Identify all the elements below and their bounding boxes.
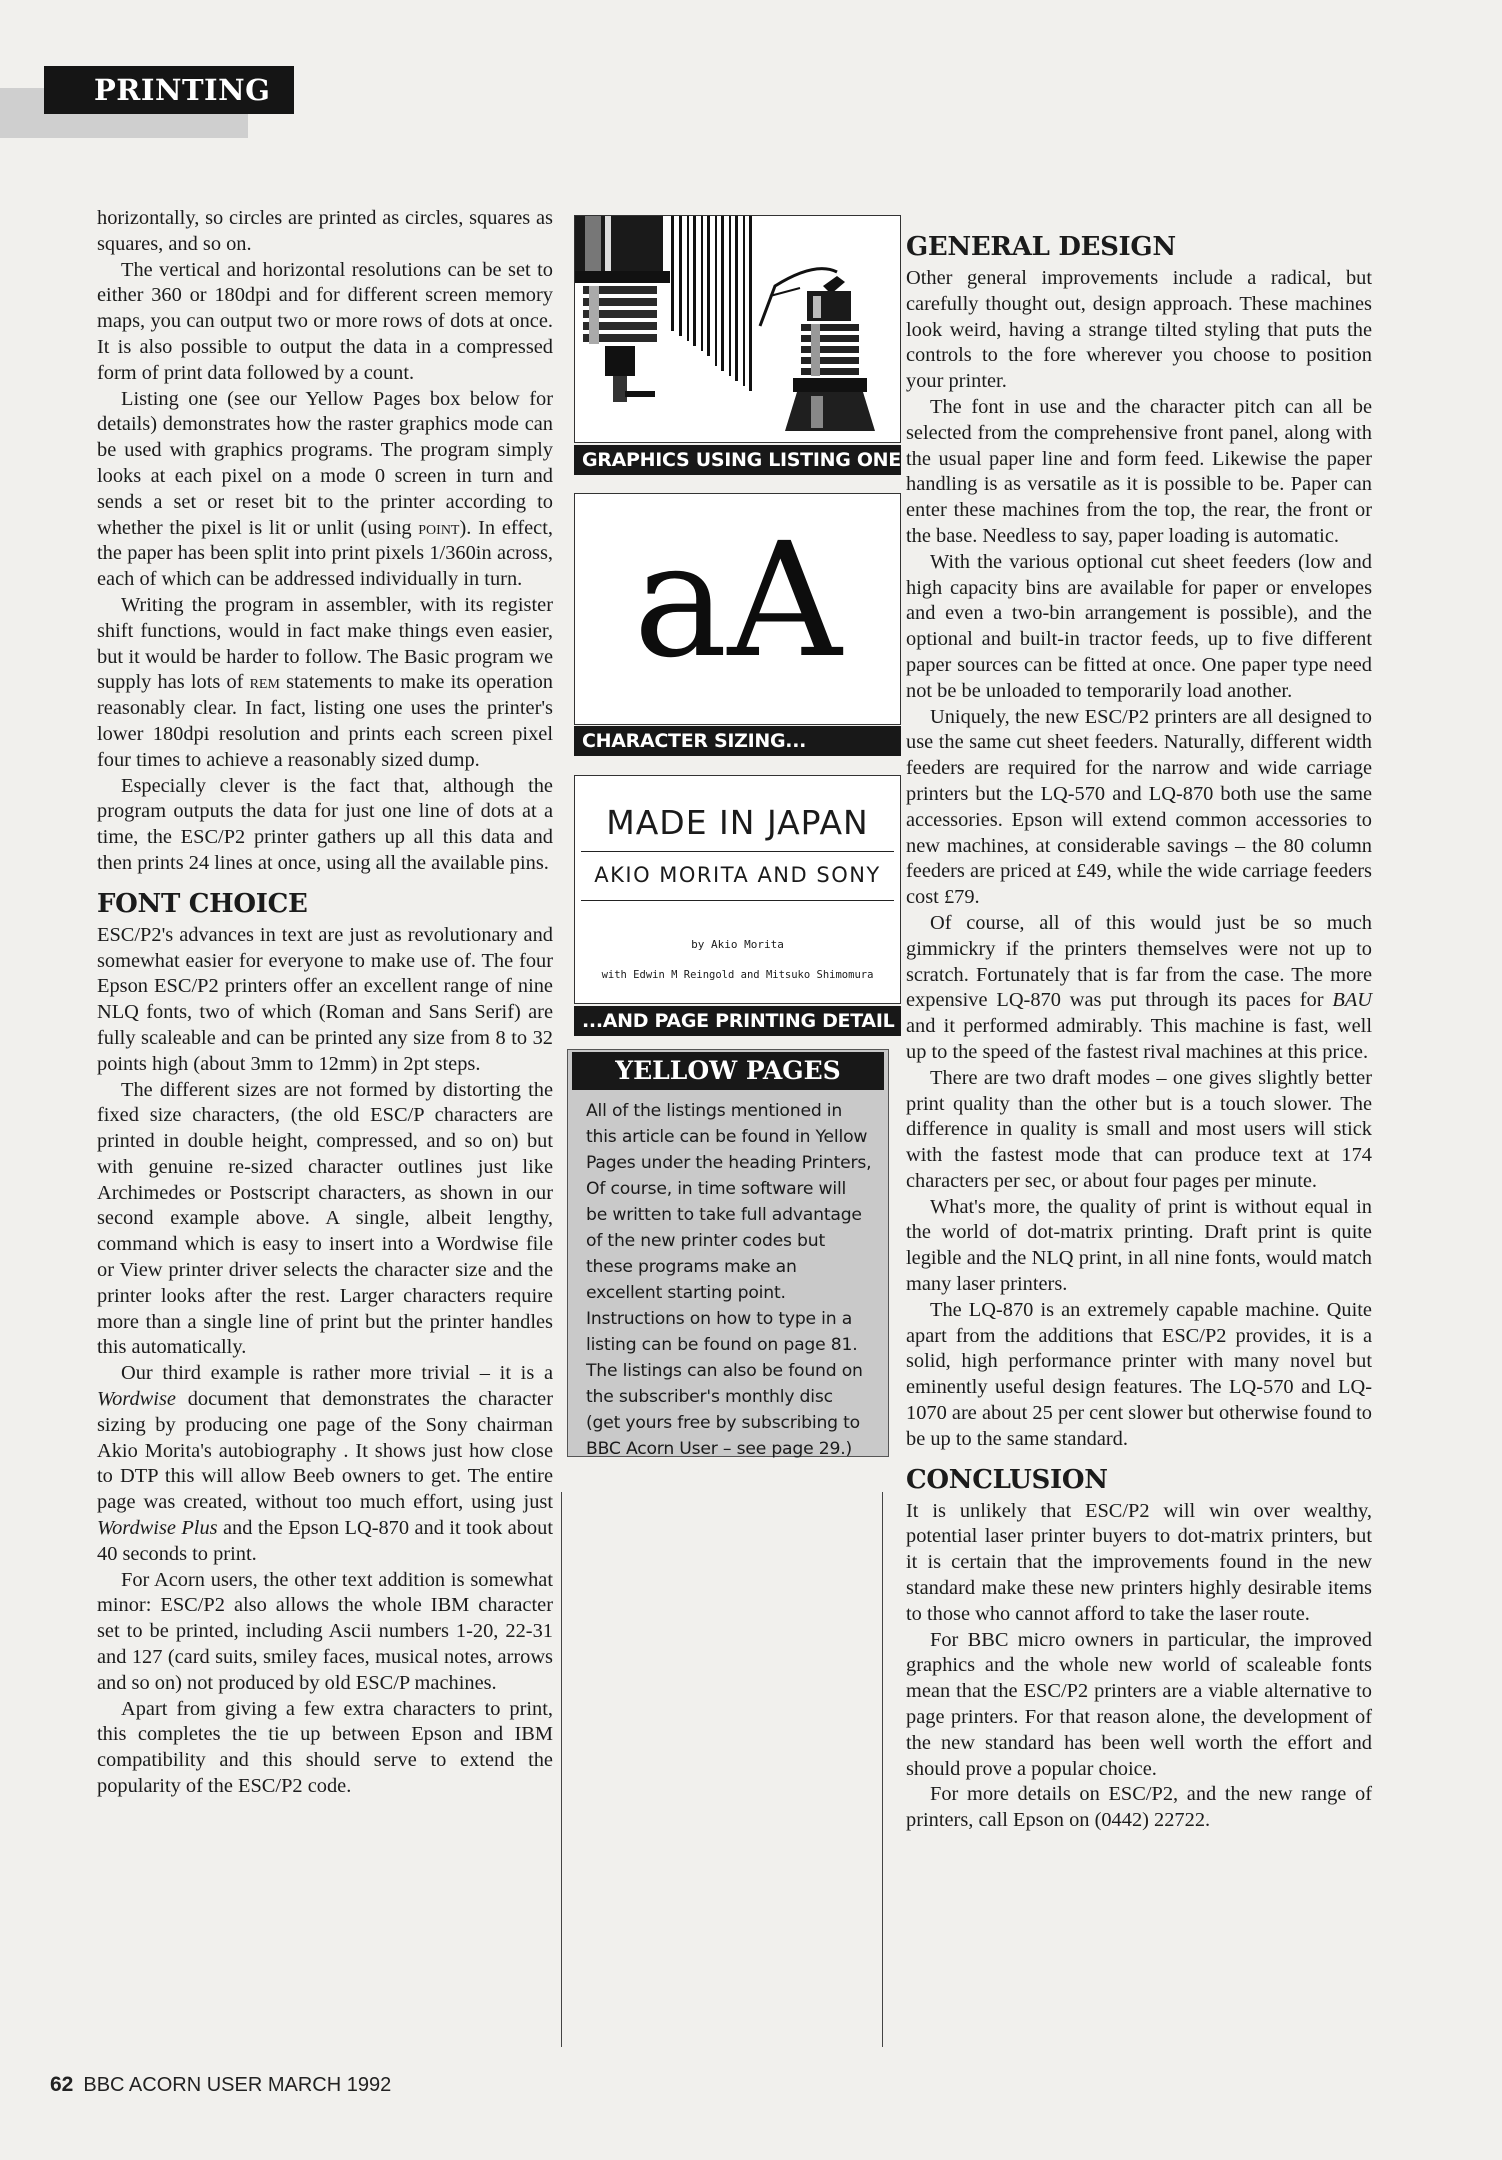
paragraph: Listing one (see our Yellow Pages box below for details) demonstrates how the raster graphics mode can be used with graphics programs. The program simply looks at each pixel on a mode 0 screen in turn and sends a set or reset bit to the printer according to whether the pixel is lit or unlit (using point). In effect, the paper has been split into print pixels 1/360in across, each of which can be addressed individually in turn. bbox=[97, 387, 553, 591]
figure-caption-character-sizing: CHARACTER SIZING... bbox=[574, 726, 901, 756]
keyword: rem bbox=[249, 671, 280, 694]
keyword: point bbox=[418, 516, 460, 539]
page-footer bbox=[50, 2073, 391, 2097]
paragraph: Other general improvements include a radical, but carefully thought out, design approach. These machines look weird, having a strange tilted styling that puts the controls to the fore wherever you choose to position your printer. bbox=[906, 267, 1372, 393]
section-tag: PRINTING bbox=[44, 66, 294, 114]
yellow-pages-title: YELLOW PAGES bbox=[572, 1052, 884, 1090]
paragraph: It is unlikely that ESC/P2 will win over wealthy, potential laser printer buyers to dot-matrix printers, but it is certain that the improvements found in the new standard make these new printers highly desirable items to those who cannot afford to take the laser route. bbox=[906, 1499, 1372, 1625]
article-column-right bbox=[906, 230, 1372, 1834]
paragraph: For Acorn users, the other text addition is somewhat minor: ESC/P2 also allows the whole IBM character set to be printed, including Ascii numbers 1-20, 22-31 and 127 (card suits, smiley faces, musical notes, arrows and so on) not produced by old ESC/P machines. bbox=[97, 1568, 553, 1694]
page-number: 62 bbox=[50, 2073, 74, 2096]
paragraph: horizontally, so circles are printed as circles, squares as squares, and so on. bbox=[97, 207, 553, 255]
paragraph: Apart from giving a few extra characters to print, this completes the tie up between Epson and IBM compatibility and this should serve to extend the popularity of the ESC/P2 code. bbox=[97, 1697, 553, 1798]
column-rule bbox=[561, 1492, 562, 2047]
book-author: by Akio Morita bbox=[691, 938, 784, 951]
yellow-pages-box bbox=[567, 1049, 889, 1457]
paragraph: Especially clever is the fact that, although the program outputs the data for just one line of dots at a time, the ESC/P2 printer gathers up all this data and then prints 24 lines at once, using all the available pins. bbox=[97, 774, 553, 874]
book-rule bbox=[581, 851, 894, 852]
paragraph: For more details on ESC/P2, and the new range of printers, call Epson on (0442) 22722. bbox=[906, 1783, 1372, 1832]
issue-line: BBC ACORN USER MARCH 1992 bbox=[83, 2074, 392, 2096]
spark-plug-graphic bbox=[575, 216, 899, 441]
figure-character-sizing bbox=[574, 493, 901, 725]
paragraph: Of course, all of this would just be so much gimmickry if the printers themselves were not up to scratch. Fortunately that is far from the case. The more expensive LQ-870 was put through its paces for BAU and it performed admirably. This machine is fast, well up to the speed of the fastest rival machines at this price. bbox=[906, 911, 1372, 1063]
heading-general-design: GENERAL DESIGN bbox=[906, 232, 1176, 262]
paragraph: For BBC micro owners in particular, the improved graphics and the whole new world of scaleable fonts mean that the ESC/P2 printers are a viable alternative to page printers. For that reason alone, the development of the new standard has been well worth the effort and should prove a popular choice. bbox=[906, 1628, 1372, 1780]
sample-glyphs: aA bbox=[633, 509, 842, 693]
figure-caption-graphics: GRAPHICS USING LISTING ONE bbox=[574, 445, 901, 475]
figure-caption-page-printing: ...AND PAGE PRINTING DETAIL bbox=[574, 1006, 901, 1036]
paragraph: What's more, the quality of print is without equal in the world of dot-matrix printing. Draft print is quite legible and the NLQ print, in all nine fonts, would match many laser printers. bbox=[906, 1195, 1372, 1296]
paragraph: The vertical and horizontal resolutions can be set to either 360 or 180dpi and for different screen memory maps, you can output two or more rows of dots at once. It is also possible to output the data in a compressed form of print data followed by a count. bbox=[97, 258, 553, 384]
book-title: MADE IN JAPAN bbox=[606, 803, 869, 842]
book-rule bbox=[581, 900, 894, 901]
paragraph: Writing the program in assembler, with its register shift functions, would in fact make things even easier, but it would be harder to follow. The Basic program we supply has lots of rem statements to make its operation reasonably clear. In fact, listing one uses the printer's lower 180dpi resolution and prints each screen pixel four times to achieve a reasonably sized dump. bbox=[97, 593, 553, 771]
paragraph: There are two draft modes – one gives slightly better print quality than the other but is a touch slower. The difference in quality is small and most users will stick with the fastest mode that can produce text at 174 characters per sec, or about four pages per minute. bbox=[906, 1066, 1372, 1192]
book-coauthors: with Edwin M Reingold and Mitsuko Shimomura bbox=[601, 969, 874, 981]
paragraph: The LQ-870 is an extremely capable machine. Quite apart from the additions that ESC/P2 provides, it is a solid, high performance printer with many novel but eminently useful design features. The LQ-570 and LQ-1070 are about 25 per cent slower but otherwise found to be up to the same standard. bbox=[906, 1298, 1372, 1450]
heading-font-choice: FONT CHOICE bbox=[97, 888, 308, 919]
article-column-left bbox=[97, 206, 553, 1800]
figure-page-printing bbox=[574, 775, 901, 1004]
paragraph: Our third example is rather more trivial – it is a Wordwise document that demonstrates the character sizing by producing one page of the Sony chairman Akio Morita's autobiography . It shows just how close to DTP this will allow Beeb owners to get. The entire page was created, without too much effort, using just Wordwise Plus and the Epson LQ-870 and it took about 40 seconds to print. bbox=[97, 1362, 553, 1565]
paragraph: With the various optional cut sheet feeders (low and high capacity bins are available for paper or envelopes and even a two-bin arrangement is possible), and the optional and built-in tractor feeds, up to five different paper sources can be fitted at once. One paper type need not be be unloaded to temporarily load another. bbox=[906, 550, 1372, 702]
paragraph: ESC/P2's advances in text are just as revolutionary and somewhat easier for everyone to make use of. The four Epson ESC/P2 printers offer an excellent range of nine NLQ fonts, two of which (Roman and Sans Serif) are fully scaleable and can be printed any size from 8 to 32 points high (about 3mm to 12mm) in 2pt steps. bbox=[97, 923, 553, 1075]
paragraph: Uniquely, the new ESC/P2 printers are all designed to use the same cut sheet feeders. Naturally, different width feeders are required for the narrow and wide carriage printers but the LQ-570 and LQ-870 both use the same accessories. Epson will extend common accessories to new machines, at considerable savings – the 80 column feeders are priced at £49, while the wide carriage feeders cost £79. bbox=[906, 705, 1372, 909]
figure-spark-plugs bbox=[574, 215, 901, 443]
book-subtitle: AKIO MORITA AND SONY bbox=[594, 863, 881, 887]
paragraph: The different sizes are not formed by distorting the fixed size characters, (the old ESC/P characters are printed in double height, compressed, and so on) but with genuine re-sized character outlines just like Archimedes or Postscript characters, as shown in our second example above. A single, albeit lengthy, command which is easy to insert into a Wordwise file or View printer driver selects the character size and the printer looks after the rest. Larger characters require more than a single line of print but the printer handles this automatically. bbox=[97, 1078, 553, 1359]
yellow-pages-body: All of the listings mentioned in this article can be found in Yellow Pages under the heading Printers, Of course, in time software will be written to take full advantage of the new printer codes but these programs make an excellent starting point. Instructions on how to type in a listing can be found on page 81. The listings can also be found on the subscriber's monthly disc (get yours free by subscribing to BBC Acorn User – see page 29.) bbox=[586, 1101, 872, 1459]
heading-conclusion: CONCLUSION bbox=[906, 1464, 1108, 1495]
column-rule bbox=[882, 1492, 883, 2047]
paragraph: The font in use and the character pitch can all be selected from the comprehensive front panel, along with the usual paper line and form feed. Likewise the paper handling is as versatile as it is possible to be. Paper can enter these machines from the top, the rear, the front or the base. Needless to say, paper loading is automatic. bbox=[906, 395, 1372, 547]
